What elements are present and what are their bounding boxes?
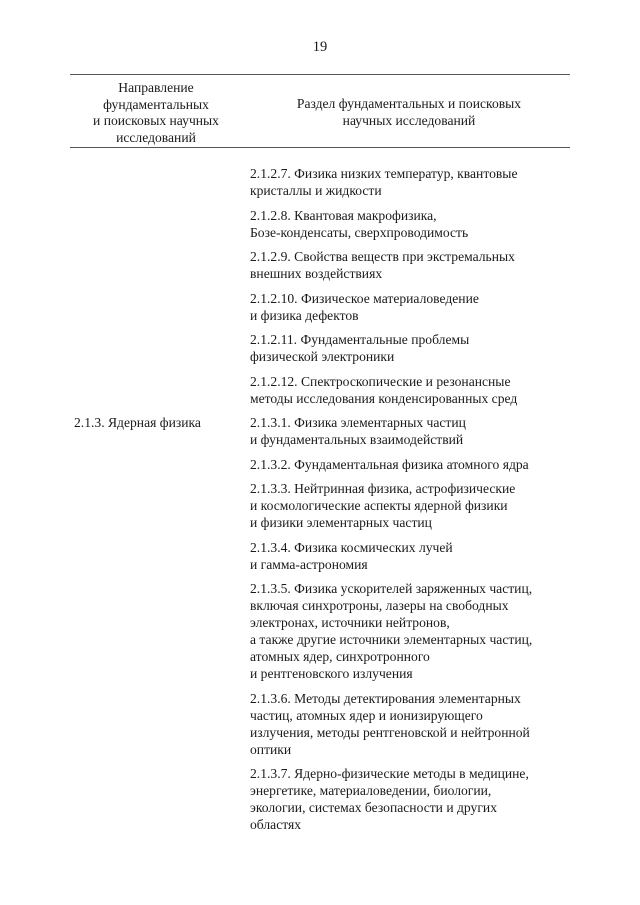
section-item: 2.1.3.6. Методы детектирования элементарных частиц, атомных ядер и ионизирующего излучения, методы рентгеновской и нейтронной оптики [250, 690, 530, 757]
section-item: 2.1.3.4. Физика космических лучей и гамма-астрономия [250, 539, 453, 572]
table-header-top-rule [70, 74, 570, 75]
section-item: 2.1.2.8. Квантовая макрофизика, Бозе-конденсаты, сверхпроводимость [250, 207, 469, 240]
header-direction: Направление фундаментальных и поисковых научных исследований [93, 80, 219, 145]
section-item: 2.1.2.12. Спектроскопические и резонансные методы исследования конденсированных сред [250, 373, 518, 406]
header-section: Раздел фундаментальных и поисковых научных исследований [296, 96, 522, 128]
section-item: 2.1.3.1. Физика элементарных частиц и фундаментальных взаимодействий [250, 415, 466, 447]
direction-nuclear-physics: 2.1.3. Ядерная физика [74, 415, 201, 430]
section-item: 2.1.3.7. Ядерно-физические методы в медицине, энергетике, материаловедении, биологии, экологии, системах безопасности и других областях [250, 766, 529, 832]
section-item: 2.1.2.9. Свойства веществ при экстремальных внешних воздействиях [250, 249, 515, 281]
section-item: 2.1.3.2. Фундаментальная физика атомного ядра [250, 456, 529, 472]
section-item: 2.1.2.7. Физика низких температур, квантовые кристаллы и жидкости [250, 166, 518, 198]
section-item: 2.1.2.11. Фундаментальные проблемы физической электроники [250, 332, 470, 364]
section-item: 2.1.3.5. Физика ускорителей заряженных частиц, включая синхротроны, лазеры на свободных электронах, источники нейтронов, а также другие источники элементарных частиц, атомных ядер, синхротронного и рентгеновского излучения [250, 581, 533, 681]
section-item: 2.1.2.10. Физическое материаловедение и физика дефектов [250, 290, 479, 323]
section-item: 2.1.3.3. Нейтринная физика, астрофизические и космологические аспекты ядерной физики и физики элементарных частиц [250, 481, 516, 530]
sections-list [250, 165, 570, 841]
page-number: 19 [312, 39, 328, 55]
table-header-bottom-rule [70, 147, 570, 148]
